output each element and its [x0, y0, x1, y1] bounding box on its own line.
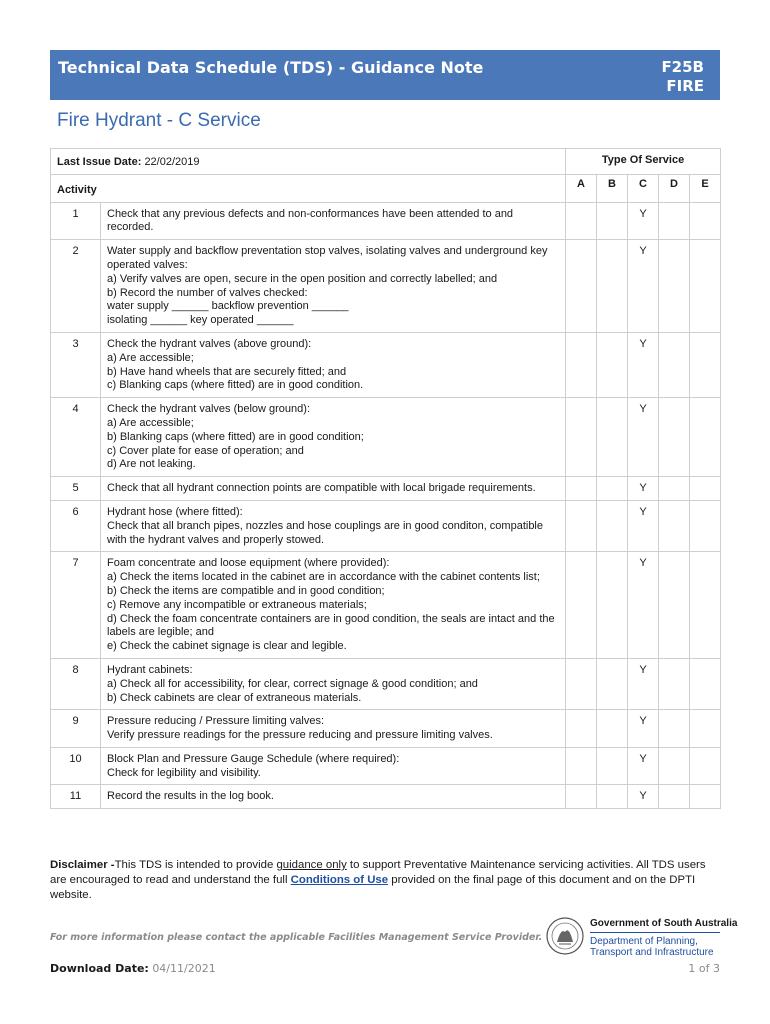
service-col-a: A: [566, 174, 597, 202]
service-col-b: B: [597, 174, 628, 202]
activity-line: Hydrant cabinets:: [107, 663, 193, 676]
header-bar: [50, 50, 720, 100]
type-of-service-header: Type Of Service: [566, 149, 721, 175]
table-row: [51, 747, 721, 785]
table-row: [51, 785, 721, 809]
page-number: 1 of 3: [688, 962, 720, 975]
activity-number: 11: [51, 785, 101, 809]
service-mark-e: [690, 202, 721, 240]
document-code: [661, 58, 704, 96]
activity-line: d) Are not leaking.: [107, 458, 196, 471]
disclaimer: [50, 858, 720, 903]
activity-number: 6: [51, 500, 101, 551]
activity-number: 9: [51, 710, 101, 748]
service-mark-b: [597, 552, 628, 659]
table-row: [51, 710, 721, 748]
activity-number: 1: [51, 202, 101, 240]
activity-description: [101, 785, 566, 809]
service-mark-e: [690, 747, 721, 785]
service-mark-a: [566, 500, 597, 551]
service-col-e: E: [690, 174, 721, 202]
activity-description: [101, 477, 566, 501]
code-number: F25B: [661, 58, 704, 76]
activity-line: Foam concentrate and loose equipment (where provided):: [107, 557, 390, 570]
service-mark-a: [566, 785, 597, 809]
service-col-d: D: [659, 174, 690, 202]
service-mark-d: [659, 500, 690, 551]
service-mark-d: [659, 202, 690, 240]
download-label: Download Date:: [50, 962, 149, 975]
service-mark-d: [659, 240, 690, 333]
service-mark-e: [690, 477, 721, 501]
service-mark-c: Y: [628, 710, 659, 748]
service-mark-b: [597, 240, 628, 333]
activity-line: e) Check the cabinet signage is clear and legible.: [107, 640, 347, 653]
tds-table: [50, 148, 721, 809]
activity-line: Check that all hydrant connection points are compatible with local brigade requirements.: [107, 482, 536, 495]
activity-line: c) Cover plate for ease of operation; and: [107, 444, 304, 457]
service-mark-b: [597, 658, 628, 709]
activity-number: 5: [51, 477, 101, 501]
guidance-only-text: guidance only: [276, 859, 347, 871]
activity-number: 10: [51, 747, 101, 785]
table-header-row: [51, 149, 721, 175]
activity-line: Hydrant hose (where fitted):: [107, 505, 243, 518]
activity-line: a) Check all for accessibility, for clear, correct signage & good condition; and: [107, 677, 478, 690]
service-mark-a: [566, 477, 597, 501]
service-mark-e: [690, 710, 721, 748]
disclaimer-text-1: This TDS is intended to provide: [114, 859, 277, 871]
activity-number: 2: [51, 240, 101, 333]
service-mark-c: Y: [628, 500, 659, 551]
table-row: [51, 202, 721, 240]
activity-line: b) Check the items are compatible and in good condition;: [107, 584, 385, 597]
activity-line: a) Are accessible;: [107, 416, 194, 429]
service-mark-d: [659, 477, 690, 501]
service-mark-a: [566, 710, 597, 748]
disclaimer-label: Disclaimer -: [50, 859, 115, 871]
activity-description: [101, 747, 566, 785]
activity-description: [101, 658, 566, 709]
service-mark-e: [690, 240, 721, 333]
service-mark-c: Y: [628, 785, 659, 809]
activity-description: [101, 398, 566, 477]
activity-line: c) Blanking caps (where fitted) are in good condition.: [107, 379, 364, 392]
table-row: [51, 398, 721, 477]
department-name-1: Department of Planning,: [590, 936, 698, 947]
last-issue-date: 22/02/2019: [144, 156, 200, 168]
table-row: [51, 500, 721, 551]
service-mark-c: Y: [628, 552, 659, 659]
service-mark-e: [690, 500, 721, 551]
service-mark-c: Y: [628, 747, 659, 785]
service-mark-a: [566, 552, 597, 659]
disclaimer-text-3: provided on the final page of this document and on the DPTI website.: [50, 874, 696, 901]
service-mark-a: [566, 747, 597, 785]
download-date-line: [50, 962, 216, 975]
service-mark-d: [659, 398, 690, 477]
page-subtitle: Fire Hydrant - C Service: [57, 110, 261, 131]
service-mark-b: [597, 500, 628, 551]
activity-line: water supply ______ backflow prevention ______: [107, 300, 349, 313]
activity-line: a) Verify valves are open, secure in the open position and correctly labelled; and: [107, 272, 498, 285]
activity-description: [101, 240, 566, 333]
activity-line: d) Check the foam concentrate containers are in good condition, the seals are intact and the labels are legible; and: [107, 612, 555, 639]
government-name: Government of South Australia: [590, 918, 738, 929]
activity-line: a) Check the items located in the cabinet are in accordance with the cabinet contents list;: [107, 571, 540, 584]
conditions-of-use-link[interactable]: Conditions of Use: [290, 874, 389, 886]
service-mark-d: [659, 332, 690, 397]
activity-number: 3: [51, 332, 101, 397]
service-mark-a: [566, 332, 597, 397]
table-row: [51, 552, 721, 659]
disclaimer-text-2: to support Preventative Maintenance servicing activities. All TDS users are encouraged to read and understand the full: [50, 859, 706, 886]
service-mark-b: [597, 477, 628, 501]
activity-description: [101, 332, 566, 397]
service-mark-d: [659, 785, 690, 809]
last-issue-label: Last Issue Date:: [57, 156, 142, 168]
activity-line: c) Remove any incompatible or extraneous materials;: [107, 598, 367, 611]
service-mark-c: Y: [628, 332, 659, 397]
service-col-c: C: [628, 174, 659, 202]
activity-line: b) Have hand wheels that are securely fitted; and: [107, 365, 347, 378]
activity-line: Check for legibility and visibility.: [107, 766, 261, 779]
service-mark-c: Y: [628, 477, 659, 501]
activity-line: isolating ______ key operated ______: [107, 314, 294, 327]
service-mark-d: [659, 552, 690, 659]
service-mark-b: [597, 332, 628, 397]
activity-number: 4: [51, 398, 101, 477]
service-mark-c: Y: [628, 398, 659, 477]
service-mark-b: [597, 710, 628, 748]
service-mark-e: [690, 785, 721, 809]
service-mark-e: [690, 658, 721, 709]
table-row: [51, 658, 721, 709]
service-mark-d: [659, 747, 690, 785]
service-mark-e: [690, 398, 721, 477]
service-mark-b: [597, 202, 628, 240]
activity-number: 7: [51, 552, 101, 659]
table-row: [51, 240, 721, 333]
service-mark-a: [566, 658, 597, 709]
activity-line: Check that all branch pipes, nozzles and hose couplings are in good conditon, compatible with the hydrant valves and properly stowed.: [107, 519, 543, 546]
activity-line: Record the results in the log book.: [107, 790, 274, 803]
government-logotype: [590, 918, 737, 958]
document-title: Technical Data Schedule (TDS) - Guidance Note: [58, 58, 484, 77]
department-name-2: Transport and Infrastructure: [590, 947, 714, 958]
service-mark-c: Y: [628, 240, 659, 333]
service-mark-a: [566, 240, 597, 333]
activity-line: Verify pressure readings for the pressure reducing and pressure limiting valves.: [107, 729, 493, 742]
activity-header-row: [51, 174, 721, 202]
activity-description: [101, 202, 566, 240]
activity-header: Activity: [51, 174, 566, 202]
service-mark-b: [597, 398, 628, 477]
activity-line: a) Are accessible;: [107, 351, 194, 364]
contact-note: For more information please contact the applicable Facilities Management Service Provider.: [50, 932, 543, 943]
service-mark-c: Y: [628, 658, 659, 709]
activity-line: b) Record the number of valves checked:: [107, 286, 308, 299]
table-row: [51, 332, 721, 397]
government-divider: [590, 932, 720, 933]
activity-description: [101, 552, 566, 659]
activity-number: 8: [51, 658, 101, 709]
service-mark-e: [690, 332, 721, 397]
service-mark-a: [566, 202, 597, 240]
activity-line: b) Check cabinets are clear of extraneous materials.: [107, 691, 362, 704]
service-mark-d: [659, 658, 690, 709]
activity-line: Water supply and backflow preventation stop valves, isolating valves and underground key operated valves:: [107, 245, 548, 271]
activity-line: Check the hydrant valves (below ground):: [107, 403, 310, 416]
service-mark-a: [566, 398, 597, 477]
activity-line: b) Blanking caps (where fitted) are in good condition;: [107, 430, 364, 443]
code-category: FIRE: [666, 77, 704, 95]
activity-line: Check that any previous defects and non-conformances have been attended to and recorded.: [107, 207, 514, 234]
last-issue-cell: [51, 149, 566, 175]
download-date: 04/11/2021: [152, 962, 216, 975]
activity-line: Check the hydrant valves (above ground):: [107, 337, 312, 350]
service-mark-c: Y: [628, 202, 659, 240]
activity-description: [101, 710, 566, 748]
service-mark-b: [597, 747, 628, 785]
activity-description: [101, 500, 566, 551]
activity-line: Block Plan and Pressure Gauge Schedule (where required):: [107, 752, 400, 765]
government-crest-logo: [545, 916, 585, 956]
table-row: [51, 477, 721, 501]
service-mark-e: [690, 552, 721, 659]
activity-line: Pressure reducing / Pressure limiting valves:: [107, 715, 325, 728]
service-mark-d: [659, 710, 690, 748]
service-mark-b: [597, 785, 628, 809]
